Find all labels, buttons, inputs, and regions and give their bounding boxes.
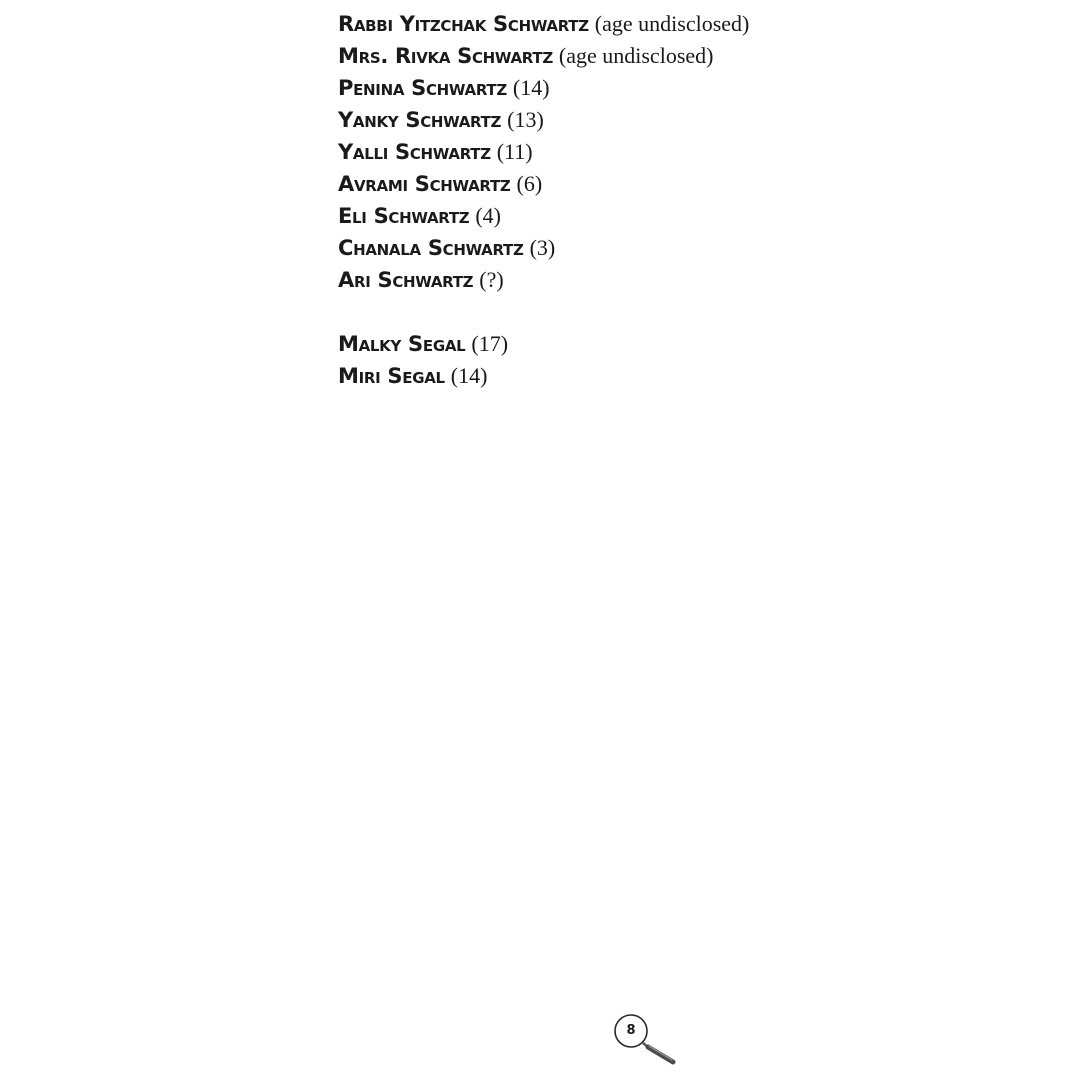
list-item bbox=[338, 328, 1038, 360]
character-name: Miri Segal bbox=[338, 364, 445, 388]
list-item bbox=[338, 360, 1038, 392]
character-age: (11) bbox=[496, 139, 533, 164]
character-age: (17) bbox=[471, 331, 509, 356]
list-item bbox=[338, 200, 1038, 232]
list-item bbox=[338, 40, 1038, 72]
character-age: (4) bbox=[475, 203, 502, 228]
character-age: (14) bbox=[450, 363, 488, 388]
list-item bbox=[338, 264, 1038, 296]
character-name: Chanala Schwartz bbox=[338, 236, 524, 260]
character-age: (6) bbox=[516, 171, 543, 196]
character-name: Yalli Schwartz bbox=[338, 140, 491, 164]
character-name: Penina Schwartz bbox=[338, 76, 507, 100]
character-age: (13) bbox=[507, 107, 544, 132]
character-name: Yanky Schwartz bbox=[338, 108, 502, 132]
character-name: Ari Schwartz bbox=[338, 268, 474, 292]
segal-family-group bbox=[338, 328, 1038, 392]
character-name: Malky Segal bbox=[338, 332, 466, 356]
character-name: Rabbi Yitzchak Schwartz bbox=[338, 12, 589, 36]
character-age: (?) bbox=[479, 267, 504, 292]
list-item bbox=[338, 8, 1038, 40]
character-name: Mrs. Rivka Schwartz bbox=[338, 44, 553, 68]
schwartz-family-group bbox=[338, 8, 1038, 296]
character-name: Avrami Schwartz bbox=[338, 172, 511, 196]
character-age: (14) bbox=[512, 75, 550, 100]
page-number-badge bbox=[612, 1012, 682, 1068]
character-age: (age undisclosed) bbox=[558, 43, 714, 68]
list-item bbox=[338, 104, 1038, 136]
list-item bbox=[338, 72, 1038, 104]
page-number: 8 bbox=[626, 1023, 636, 1038]
list-item bbox=[338, 136, 1038, 168]
list-item bbox=[338, 232, 1038, 264]
character-age: (3) bbox=[529, 235, 556, 260]
character-list bbox=[338, 8, 1038, 392]
character-name: Eli Schwartz bbox=[338, 204, 470, 228]
character-age: (age undisclosed) bbox=[594, 11, 750, 36]
list-item bbox=[338, 168, 1038, 200]
